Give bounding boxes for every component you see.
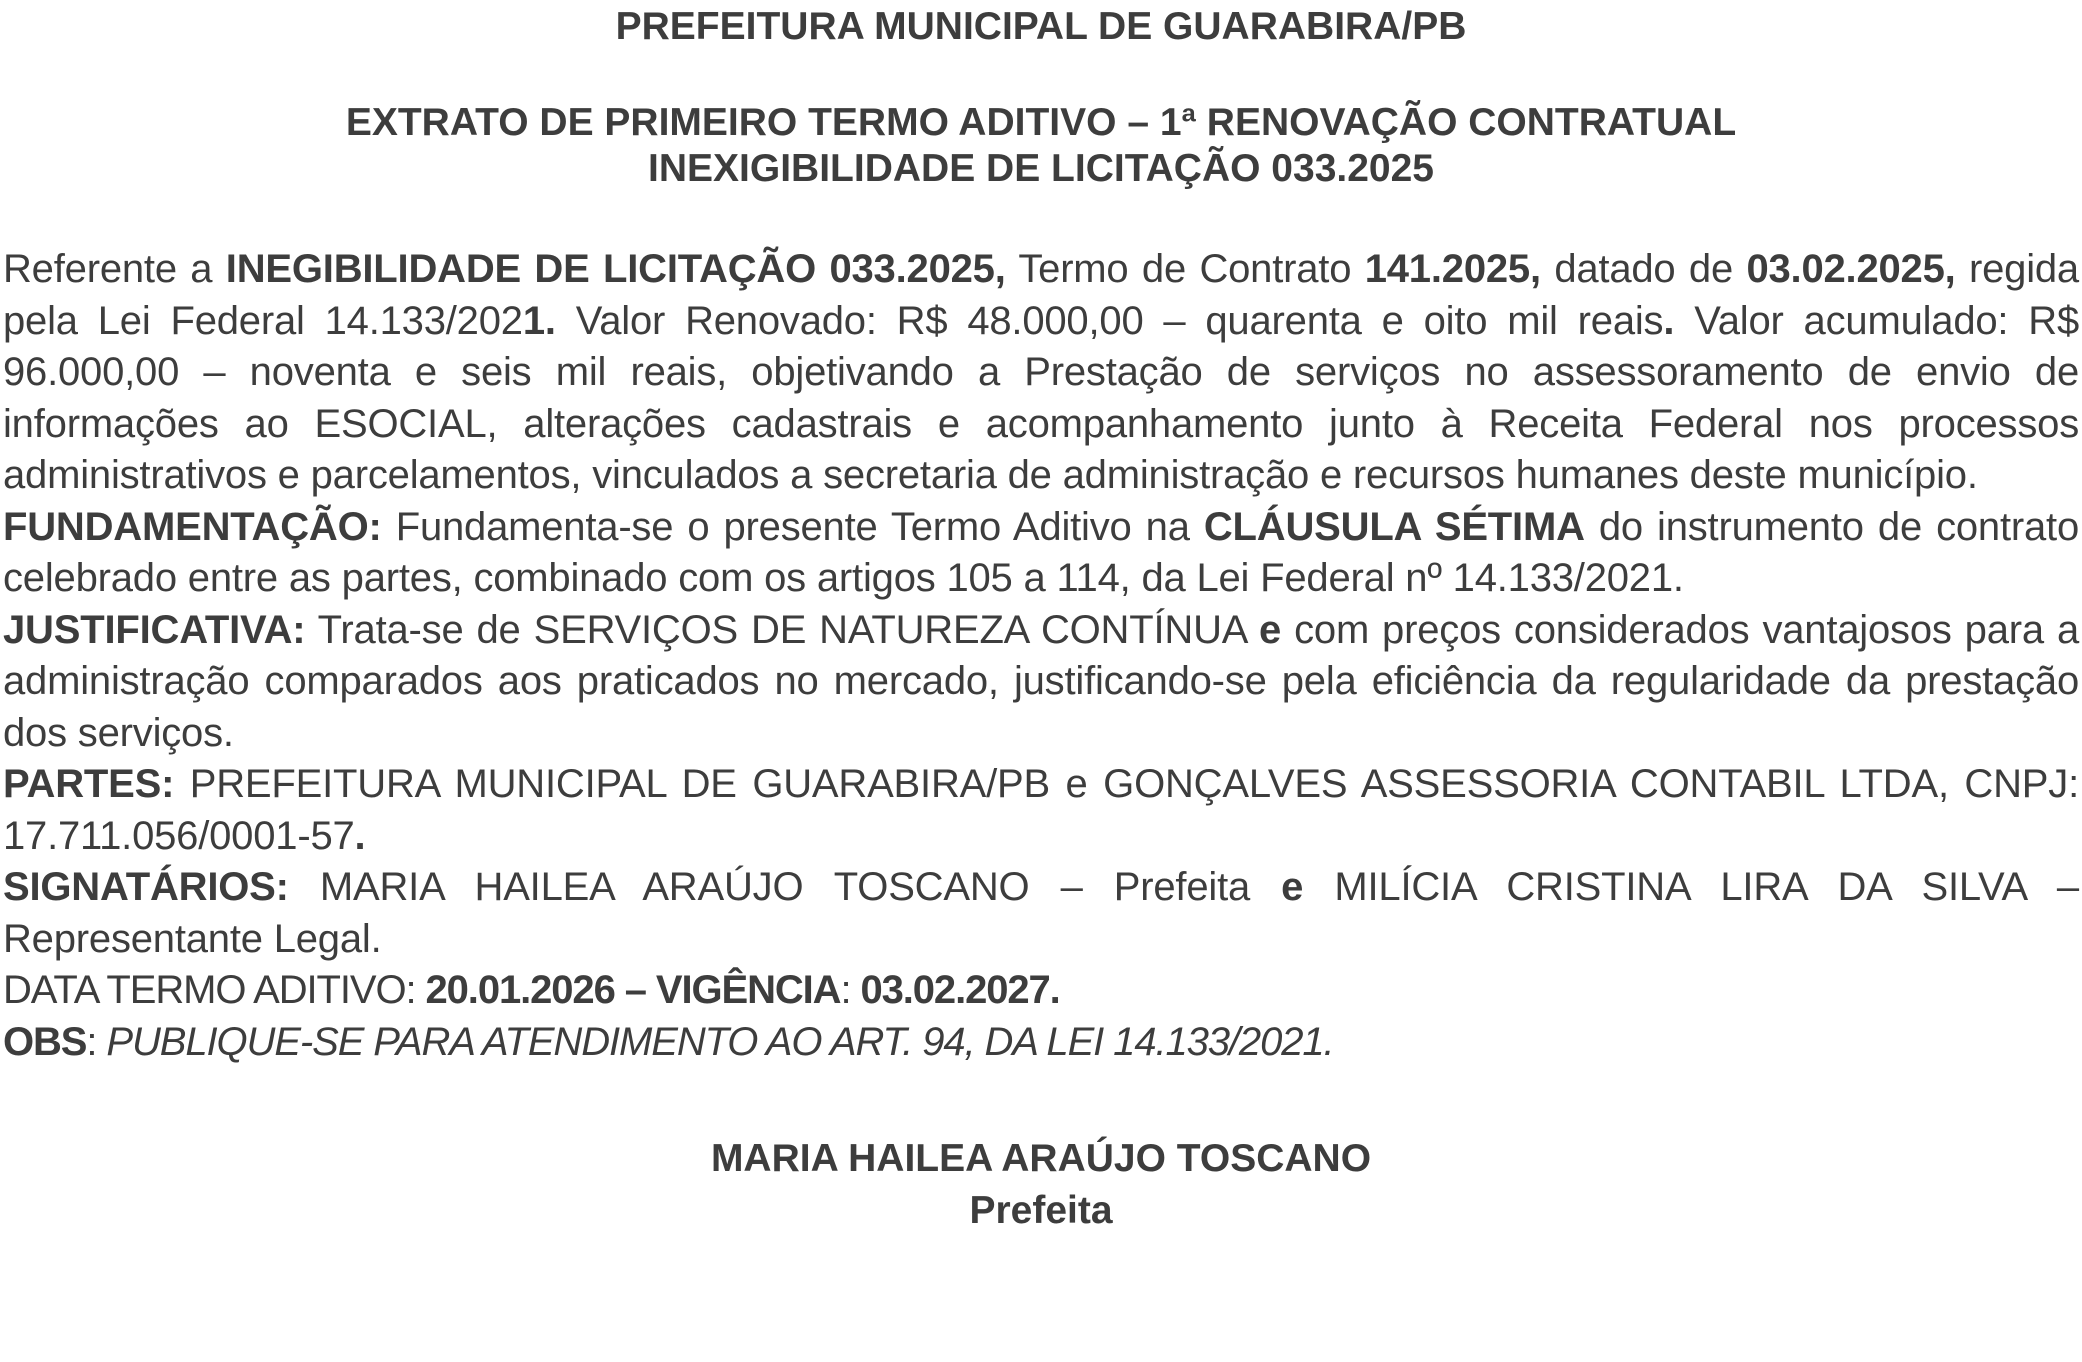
bold-text: .	[354, 813, 366, 858]
text: MILÍCIA CRISTINA LIRA DA SILVA – Representante Legal.	[3, 865, 2079, 961]
partes-paragraph	[3, 759, 2079, 862]
section-label: FUNDAMENTAÇÃO:	[3, 504, 382, 549]
text: Trata-se de SERVIÇOS DE NATUREZA CONTÍNUA	[305, 607, 1260, 652]
bold-text: .	[1663, 298, 1675, 343]
text: PREFEITURA MUNICIPAL DE GUARABIRA/PB e GONÇALVES ASSESSORIA CONTABIL LTDA, CNPJ: 17.711.056/0001-57	[3, 762, 2079, 858]
section-label: SIGNATÁRIOS:	[3, 865, 289, 909]
signature-block	[3, 1133, 2079, 1237]
text: Valor acumulado: R$ 96.000,00 – noventa e seis mil reais, objetivando a Prestação de serviços no assessoramento de envio de informações ao ESOCIAL, alterações cadastrais e acompanhamento junto à Receita Federal nos processos administrativos e parcelamentos, vinculados a secretaria de administração e recursos humanes deste município.	[3, 298, 2080, 497]
document-body	[3, 244, 2079, 1068]
justificativa-paragraph	[3, 605, 2079, 760]
title-line-2: INEXIGIBILIDADE DE LICITAÇÃO 033.2025	[648, 147, 1434, 190]
bold-text: INEGIBILIDADE DE LICITAÇÃO 033.2025,	[225, 247, 1006, 291]
title-line-1: EXTRATO DE PRIMEIRO TERMO ADITIVO – 1ª RENOVAÇÃO CONTRATUAL	[345, 101, 1737, 144]
document-title	[3, 100, 2079, 192]
bold-text: 03.02.2025,	[1746, 247, 1956, 291]
bold-text: e	[1259, 607, 1282, 652]
section-label: JUSTIFICATIVA:	[3, 607, 306, 652]
signatarios-paragraph	[3, 862, 2079, 965]
fundamentacao-paragraph	[3, 502, 2079, 605]
bold-text: 20.01.2026 – VIGÊNCIA	[425, 968, 841, 1012]
reference-paragraph	[3, 244, 2079, 502]
text: com preços considerados vantajosos para a administração comparados aos praticados no mercado, justificando-se pela eficiência da regularidade da prestação dos serviços.	[3, 607, 2079, 755]
italic-text: PUBLIQUE-SE PARA ATENDIMENTO AO ART. 94, DA LEI 14.133/2021.	[106, 1019, 1334, 1064]
bold-text: 141.2025,	[1364, 247, 1541, 291]
text: :	[86, 1019, 107, 1064]
text: :	[840, 968, 861, 1012]
section-label: PARTES:	[3, 762, 175, 806]
text: MARIA HAILEA ARAÚJO TOSCANO – Prefeita	[288, 865, 1282, 909]
bold-text: e	[1281, 865, 1304, 909]
text: Termo de Contrato	[1005, 247, 1365, 291]
bold-text: 03.02.2027.	[860, 968, 1060, 1012]
bold-text: CLÁUSULA SÉTIMA	[1203, 504, 1585, 549]
text: Valor Renovado: R$ 48.000,00 – quarenta e oito mil reais	[555, 298, 1664, 343]
text: do instrumento de contrato celebrado entre as partes, combinado com os artigos 105 a 114, da Lei Federal nº 14.133/2021.	[3, 504, 2080, 600]
organization-name: PREFEITURA MUNICIPAL DE GUARABIRA/PB	[615, 5, 1467, 48]
text: DATA TERMO ADITIVO:	[3, 968, 426, 1012]
obs-paragraph	[3, 1017, 2079, 1069]
data-paragraph	[3, 965, 2079, 1017]
text: Referente a	[3, 247, 226, 291]
bold-text: 1.	[522, 298, 556, 343]
section-label: OBS	[3, 1019, 87, 1064]
text: Fundamenta-se o presente Termo Aditivo na	[381, 504, 1204, 549]
signer-name: MARIA HAILEA ARAÚJO TOSCANO	[710, 1137, 1372, 1180]
text: regida pela Lei Federal 14.133/202	[3, 247, 2079, 343]
text: datado de	[1540, 247, 1747, 291]
signer-role: Prefeita	[969, 1189, 1113, 1232]
